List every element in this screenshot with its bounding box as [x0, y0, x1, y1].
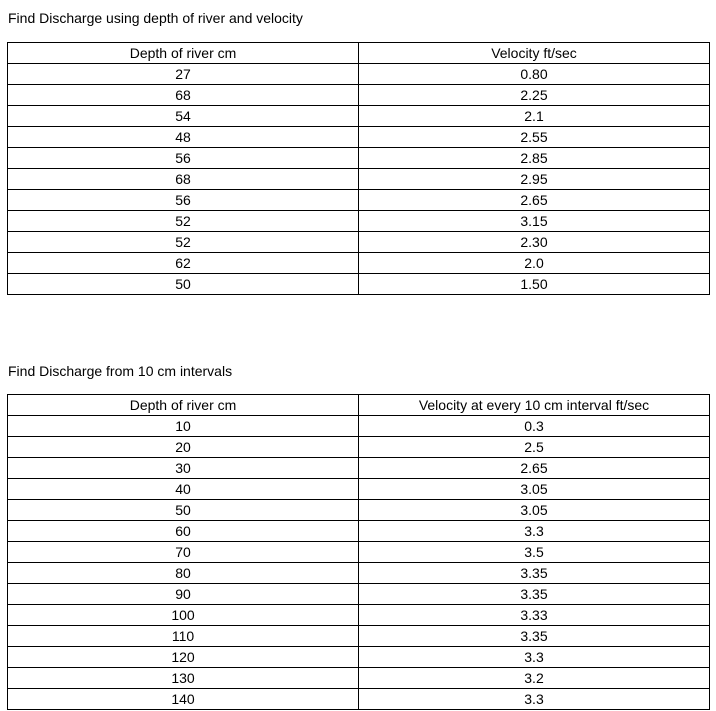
- table-header-row: [8, 395, 710, 416]
- depth-cell: 10: [8, 416, 359, 437]
- velocity-cell: 3.2: [359, 668, 710, 689]
- table-row: [8, 563, 710, 584]
- velocity-cell: 0.80: [359, 64, 710, 85]
- depth-cell: 50: [8, 274, 359, 295]
- velocity-cell: 3.3: [359, 689, 710, 710]
- velocity-cell: 2.85: [359, 148, 710, 169]
- depth-cell: 27: [8, 64, 359, 85]
- table-row: [8, 232, 710, 253]
- table-row: [8, 626, 710, 647]
- table-row: [8, 542, 710, 563]
- column-header-interval-velocity: Velocity at every 10 cm interval ft/sec: [359, 395, 710, 416]
- velocity-cell: 2.25: [359, 85, 710, 106]
- depth-cell: 48: [8, 127, 359, 148]
- velocity-cell: 2.30: [359, 232, 710, 253]
- depth-cell: 52: [8, 232, 359, 253]
- velocity-cell: 2.1: [359, 106, 710, 127]
- velocity-cell: 3.05: [359, 479, 710, 500]
- velocity-cell: 3.33: [359, 605, 710, 626]
- depth-cell: 130: [8, 668, 359, 689]
- velocity-cell: 3.35: [359, 563, 710, 584]
- column-header-depth: Depth of river cm: [8, 395, 359, 416]
- table-row: [8, 85, 710, 106]
- velocity-cell: 3.05: [359, 500, 710, 521]
- depth-cell: 54: [8, 106, 359, 127]
- velocity-cell: 3.35: [359, 584, 710, 605]
- section-title-interval: Find Discharge from 10 cm intervals: [8, 363, 233, 379]
- depth-cell: 120: [8, 647, 359, 668]
- depth-cell: 70: [8, 542, 359, 563]
- table-row: [8, 500, 710, 521]
- depth-cell: 50: [8, 500, 359, 521]
- table-row: [8, 437, 710, 458]
- table-row: [8, 211, 710, 232]
- depth-cell: 80: [8, 563, 359, 584]
- table-row: [8, 148, 710, 169]
- velocity-cell: 3.5: [359, 542, 710, 563]
- depth-cell: 40: [8, 479, 359, 500]
- table-row: [8, 479, 710, 500]
- depth-cell: 100: [8, 605, 359, 626]
- velocity-cell: 3.15: [359, 211, 710, 232]
- column-header-velocity: Velocity ft/sec: [359, 43, 710, 64]
- depth-cell: 68: [8, 169, 359, 190]
- table-row: [8, 274, 710, 295]
- table-row: [8, 127, 710, 148]
- table-row: [8, 106, 710, 127]
- depth-cell: 56: [8, 190, 359, 211]
- table-row: [8, 521, 710, 542]
- depth-cell: 30: [8, 458, 359, 479]
- table-header-row: [8, 43, 710, 64]
- depth-cell: 62: [8, 253, 359, 274]
- section-title-depth-velocity: Find Discharge using depth of river and velocity: [8, 10, 303, 26]
- interval-velocity-table: [7, 394, 710, 710]
- table-row: [8, 647, 710, 668]
- depth-cell: 68: [8, 85, 359, 106]
- velocity-cell: 3.3: [359, 647, 710, 668]
- velocity-cell: 2.95: [359, 169, 710, 190]
- velocity-cell: 3.35: [359, 626, 710, 647]
- table-row: [8, 668, 710, 689]
- table-row: [8, 253, 710, 274]
- depth-velocity-table: [7, 42, 710, 295]
- depth-cell: 52: [8, 211, 359, 232]
- table-row: [8, 64, 710, 85]
- velocity-cell: 2.55: [359, 127, 710, 148]
- table-row: [8, 169, 710, 190]
- column-header-depth: Depth of river cm: [8, 43, 359, 64]
- depth-cell: 90: [8, 584, 359, 605]
- table-row: [8, 689, 710, 710]
- velocity-cell: 2.65: [359, 458, 710, 479]
- velocity-cell: 2.65: [359, 190, 710, 211]
- table-row: [8, 605, 710, 626]
- depth-cell: 56: [8, 148, 359, 169]
- table-row: [8, 416, 710, 437]
- table-row: [8, 458, 710, 479]
- velocity-cell: 0.3: [359, 416, 710, 437]
- velocity-cell: 1.50: [359, 274, 710, 295]
- velocity-cell: 2.0: [359, 253, 710, 274]
- velocity-cell: 2.5: [359, 437, 710, 458]
- table-row: [8, 190, 710, 211]
- velocity-cell: 3.3: [359, 521, 710, 542]
- depth-cell: 110: [8, 626, 359, 647]
- table-row: [8, 584, 710, 605]
- depth-cell: 140: [8, 689, 359, 710]
- depth-cell: 20: [8, 437, 359, 458]
- depth-cell: 60: [8, 521, 359, 542]
